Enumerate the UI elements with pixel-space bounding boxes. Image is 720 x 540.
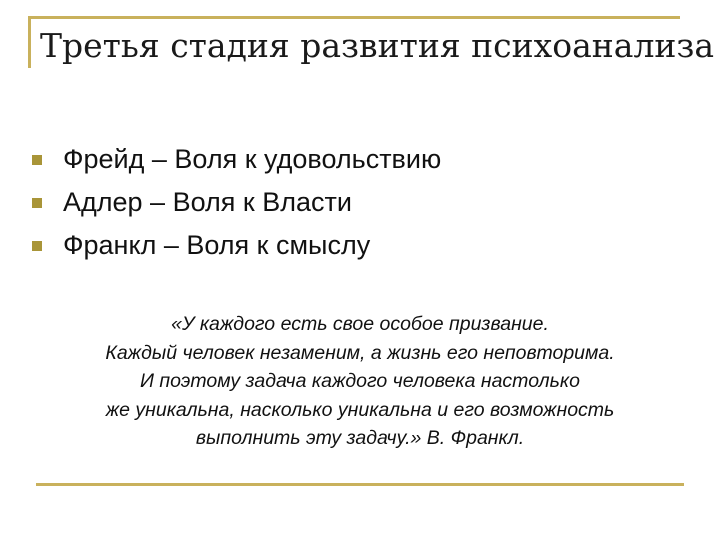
square-bullet-icon — [32, 155, 42, 165]
title-top-rule — [28, 16, 680, 19]
square-bullet-icon — [32, 241, 42, 251]
bullet-text: Франкл – Воля к смыслу — [63, 230, 371, 260]
bullet-text: Фрейд – Воля к удовольствию — [63, 144, 442, 174]
quote-line: Каждый человек незаменим, а жизнь его неповторима. — [105, 341, 615, 364]
quote-line: выполнить эту задачу.» В. Франкл. — [195, 427, 525, 449]
quote-line: И поэтому задача каждого человека настолько — [140, 370, 580, 392]
slide-title: Третья стадия развития психоанализа — [40, 26, 715, 65]
bullet-item — [30, 224, 441, 267]
bullet-text: Адлер – Воля к Власти — [63, 187, 352, 217]
square-bullet-icon — [32, 198, 42, 208]
bullet-list — [30, 138, 441, 267]
bottom-rule — [36, 483, 684, 486]
title-side-rule — [28, 16, 31, 68]
quote-line: «У каждого есть свое особое призвание. — [171, 313, 549, 335]
quote-line: же уникальна, насколько уникальна и его возможность — [105, 398, 615, 421]
bullet-item — [30, 181, 441, 224]
bullet-item — [30, 138, 441, 181]
quote-block — [20, 310, 700, 453]
